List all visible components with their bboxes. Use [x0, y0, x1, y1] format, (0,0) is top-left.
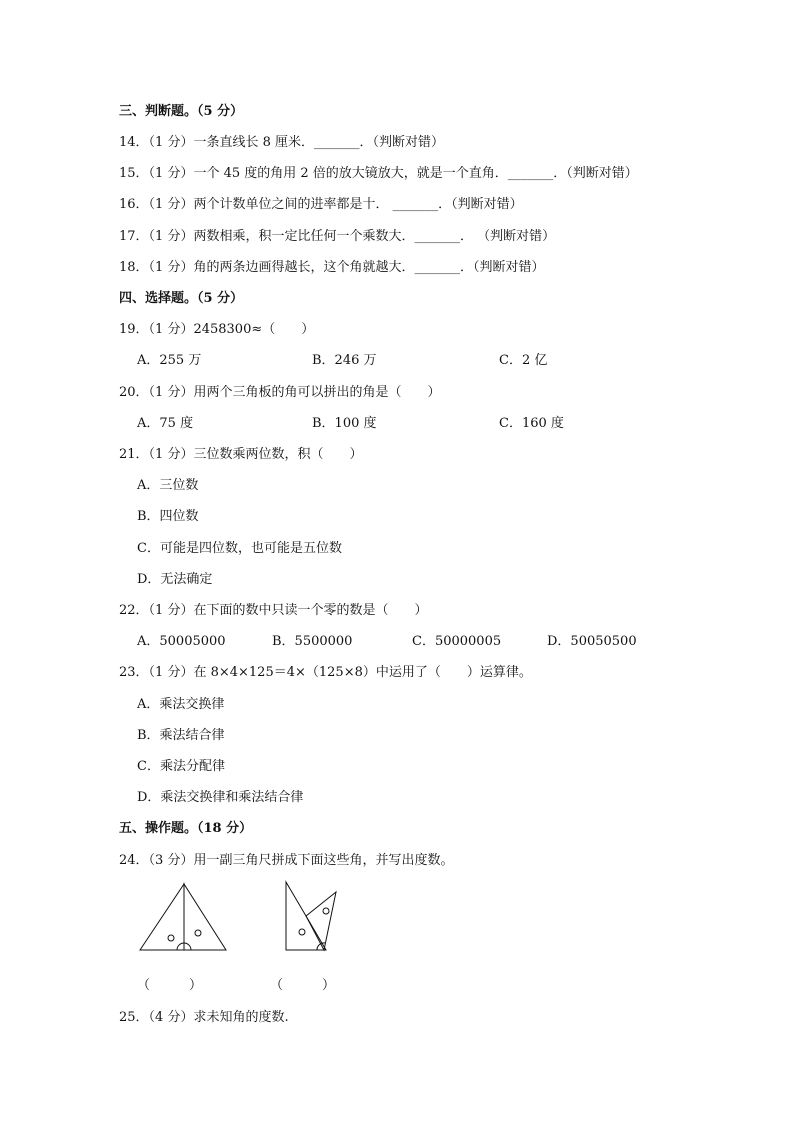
- question-22-option-a: A．50005000: [137, 634, 226, 649]
- question-23-option-d: D．乘法交换律和乘法结合律: [137, 790, 304, 805]
- question-18: 18．（1 分）角的两条边画得越长，这个角就越大．_______．（判断对错）: [119, 260, 545, 275]
- question-22-option-c: C．50000005: [412, 634, 502, 649]
- question-21-option-c: C．可能是四位数，也可能是五位数: [137, 541, 342, 556]
- question-22-option-b: B．5500000: [272, 634, 353, 649]
- question-21-stem: 21．（1 分）三位数乘两位数，积（ ）: [119, 447, 363, 462]
- question-20-stem: 20．（1 分）用两个三角板的角可以拼出的角是（ ）: [119, 385, 441, 400]
- question-23-option-c: C．乘法分配律: [137, 759, 225, 774]
- question-19-option-a: A．255 万: [137, 353, 202, 368]
- question-17: 17．（1 分）两数相乘，积一定比任何一个乘数大．_______． （判断对错）: [119, 229, 556, 244]
- question-16: 16．（1 分）两个计数单位之间的进率都是十． _______．（判断对错）: [119, 197, 523, 212]
- question-23-option-a: A．乘法交换律: [137, 697, 225, 712]
- question-21-option-d: D．无法确定: [137, 572, 213, 587]
- question-24-stem: 24．（3 分）用一副三角尺拼成下面这些角，并写出度数。: [119, 853, 454, 868]
- right-angle-mark: [323, 908, 329, 914]
- triangle-figure-1: [136, 876, 232, 956]
- section-operate-title: 五、操作题。（18 分）: [119, 821, 253, 836]
- question-14: 14．（1 分）一条直线长 8 厘米．_______．（判断对错）: [119, 135, 444, 150]
- question-19-option-b: B．246 万: [312, 353, 377, 368]
- question-22-stem: 22．（1 分）在下面的数中只读一个零的数是（ ）: [119, 603, 428, 618]
- right-angle-mark: [168, 935, 174, 941]
- question-20-option-c: C．160 度: [499, 416, 564, 431]
- question-15: 15．（1 分）一个 45 度的角用 2 倍的放大镜放大，就是一个直角．_______．（判断对错）: [119, 166, 638, 181]
- question-19-stem: 19．（1 分）2458300≈（ ）: [119, 322, 315, 337]
- right-angle-mark: [299, 929, 305, 935]
- question-22-option-d: D．50050500: [547, 634, 637, 649]
- question-20-option-a: A．75 度: [137, 416, 194, 431]
- answer-blank-1[interactable]: （ ）: [137, 978, 203, 993]
- question-25: 25．（4 分）求未知角的度数.: [119, 1010, 289, 1025]
- triangle-ruler-45: [140, 884, 184, 950]
- question-23-option-b: B．乘法结合律: [137, 728, 225, 743]
- question-21-option-a: A．三位数: [137, 478, 199, 493]
- answer-blank-2[interactable]: （ ）: [270, 978, 336, 993]
- section-judge-title: 三、判断题。（5 分）: [119, 104, 244, 119]
- right-angle-mark: [195, 930, 201, 936]
- question-23-stem: 23．（1 分）在 8×4×125＝4×（125×8）中运用了（ ）运算律。: [119, 665, 532, 680]
- triangle-ruler-30: [184, 884, 226, 950]
- question-21-option-b: B．四位数: [137, 509, 199, 524]
- triangle-figure-2: [280, 876, 346, 956]
- section-choice-title: 四、选择题。（5 分）: [119, 291, 244, 306]
- question-20-option-b: B．100 度: [312, 416, 377, 431]
- question-19-option-c: C．2 亿: [499, 353, 548, 368]
